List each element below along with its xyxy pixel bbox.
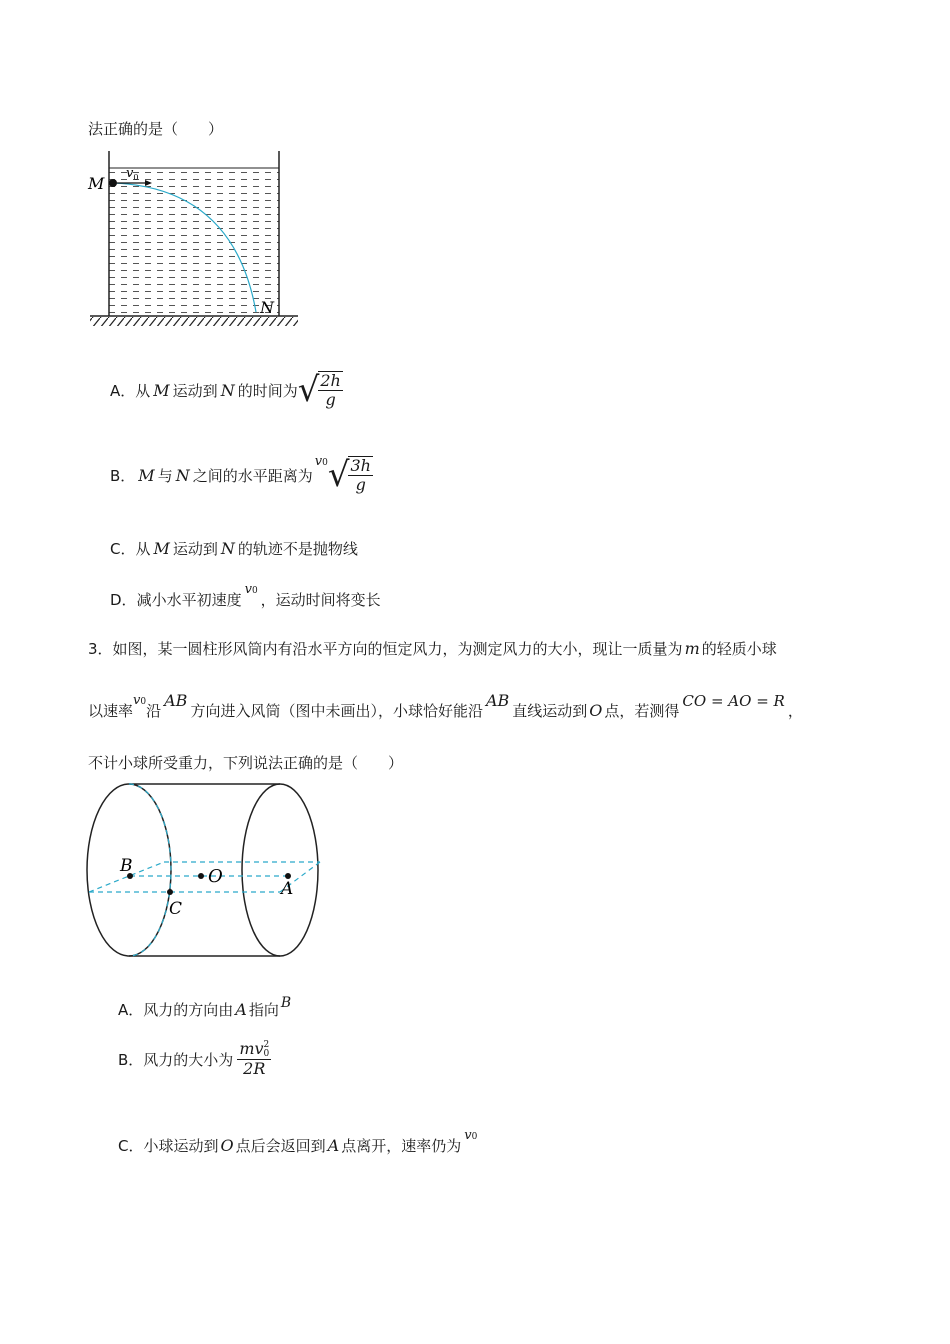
- q3-stem-line3: 不计小球所受重力，下列说法正确的是（ ）: [88, 754, 404, 772]
- q3-option-c[interactable]: C．小球运动到 O 点后会返回到 A 点离开，速率仍为v0: [118, 1128, 478, 1155]
- q2-stem-tail: 法正确的是（ ）: [88, 120, 224, 138]
- q2-option-b[interactable]: B． M 与 N 之间的水平距离为 v0 √ $\frac{3h}{g}$: [110, 453, 371, 495]
- q2-option-d[interactable]: D．减小水平初速度v0 ，运动时间将变长: [110, 582, 381, 609]
- label-a: A: [281, 879, 294, 899]
- label-v-sub: 0: [133, 173, 139, 182]
- point-o: [198, 873, 204, 879]
- q3-stem-line2: 以速率v0沿AB方向进入风筒（图中未画出），小球恰好能沿AB直线运动到 O 点，若测得CO = AO = R，: [88, 691, 803, 720]
- sqrt-2h-over-g: √ $\frac{2h}{g}$: [297, 370, 341, 410]
- label-v: v: [126, 166, 134, 181]
- label-n: N: [260, 298, 274, 317]
- q2-option-c[interactable]: C．从 M 运动到 N 的轨迹不是抛物线: [110, 539, 358, 558]
- label-o: O: [208, 866, 223, 887]
- label-b: B: [120, 856, 133, 876]
- label-c: C: [169, 899, 183, 919]
- q2-tank-figure: [84, 148, 304, 328]
- label-m: M: [88, 174, 105, 193]
- fraction-mv0sq-over-2r: mv 2 0 2R: [239, 1039, 270, 1078]
- ball-m: [109, 179, 117, 187]
- sqrt-3h-over-g: √ $\frac{3h}{g}$: [327, 455, 371, 495]
- q2-option-a[interactable]: A． 从 M 运动到 N 的时间为 √ $\frac{2h}{g}$: [110, 370, 341, 410]
- q3-option-a[interactable]: A．风力的方向由 A 指向 B: [118, 995, 292, 1019]
- q3-cylinder-figure: [84, 780, 329, 965]
- point-c: [167, 889, 173, 895]
- q3-option-b[interactable]: B． 风力的大小为 mv 2 0 2R: [118, 1039, 270, 1078]
- q3-stem-line1: 3．如图，某一圆柱形风筒内有沿水平方向的恒定风力，为测定风力的大小，现让一质量为 m 的轻质小球: [88, 639, 777, 658]
